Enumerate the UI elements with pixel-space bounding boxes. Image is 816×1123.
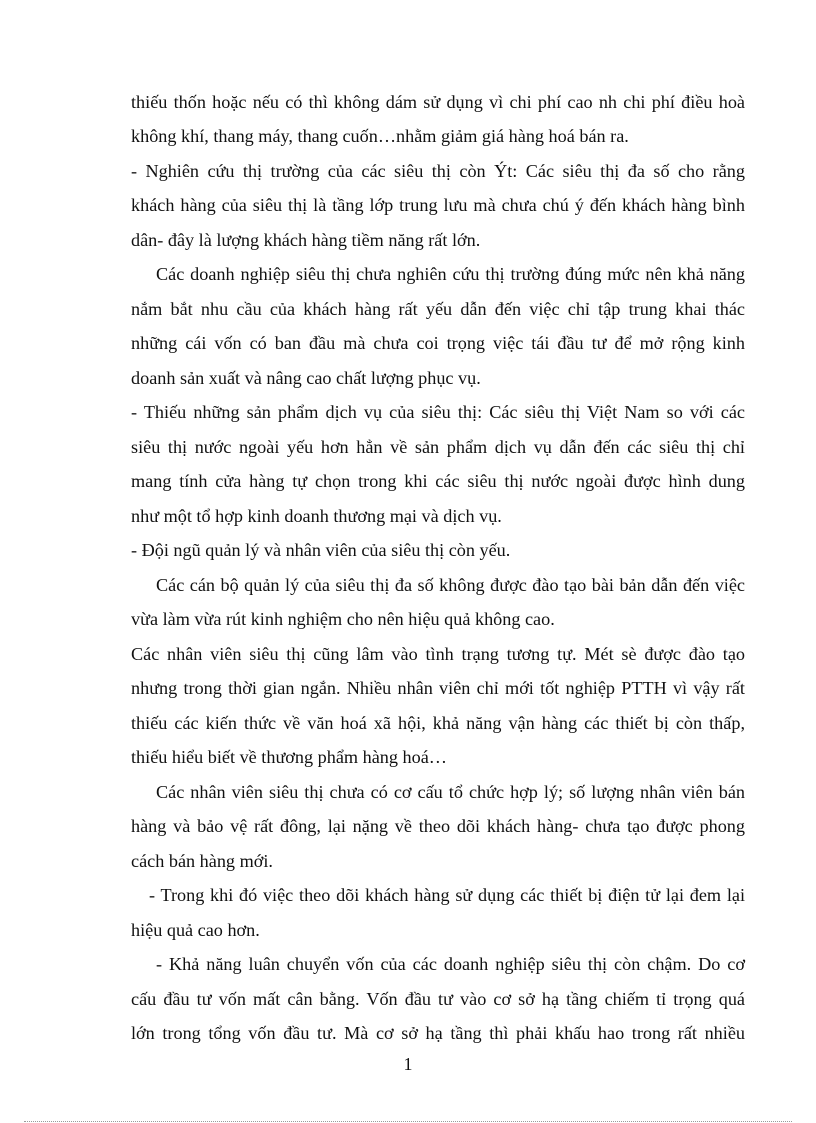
text-line: như một tổ hợp kinh doanh thương mại và dịch vụ.: [131, 506, 502, 526]
text-line: cách bán hàng mới.: [131, 851, 273, 871]
text-line: thiếu các kiến thức về văn hoá xã hội, khả năng vận hàng các thiết bị còn thấp,: [131, 713, 745, 733]
text-line: - Khả năng luân chuyển vốn của các doanh nghiệp siêu thị còn chậm. Do cơ: [156, 954, 745, 974]
text-line: hiệu quả cao hơn.: [131, 920, 260, 940]
text-line: thiếu hiểu biết về thương phẩm hàng hoá…: [131, 747, 447, 767]
text-line: - Đội ngũ quản lý và nhân viên của siêu thị còn yếu.: [131, 540, 511, 560]
text-line: nhưng trong thời gian ngắn. Nhiều nhân viên chỉ mới tốt nghiệp PTTH vì vậy rất: [131, 678, 745, 698]
text-line: khách hàng của siêu thị là tầng lớp trung lưu mà chưa chú ý đến khách hàng bình: [131, 195, 745, 215]
text-line: cấu đầu tư vốn mất cân bằng. Vốn đầu tư vào cơ sở hạ tầng chiếm tỉ trọng quá: [131, 989, 745, 1009]
text-line: thiếu thốn hoặc nếu có thì không dám sử dụng vì chi phí cao nh chi phí điều hoà: [131, 92, 745, 112]
text-line: siêu thị nước ngoài yếu hơn hẳn về sản phẩm dịch vụ dẫn đến các siêu thị chỉ: [131, 437, 745, 457]
text-line: nắm bắt nhu cầu của khách hàng rất yếu dẫn đến việc chỉ tập trung khai thác: [131, 299, 745, 319]
text-line: Các nhân viên siêu thị cũng lâm vào tình trạng tương tự. Mét sè được đào tạo: [131, 644, 745, 664]
text-line: lớn trong tổng vốn đầu tư. Mà cơ sở hạ tầng thì phải khấu hao trong rất nhiều: [131, 1023, 745, 1043]
page-number: 1: [403, 1054, 413, 1074]
text-line: doanh sản xuất và nâng cao chất lượng phục vụ.: [131, 368, 481, 388]
text-line: những cái vốn có ban đầu mà chưa coi trọng việc tái đầu tư để mở rộng kinh: [131, 333, 745, 353]
text-line: mang tính cửa hàng tự chọn trong khi các siêu thị nước ngoài được hình dung: [131, 471, 745, 491]
text-line: Các doanh nghiệp siêu thị chưa nghiên cứu thị trường đúng mức nên khả năng: [156, 264, 745, 284]
text-line: hàng và bảo vệ rất đông, lại nặng về theo dõi khách hàng- chưa tạo được phong: [131, 816, 745, 836]
text-line: vừa làm vừa rút kinh nghiệm cho nên hiệu quả không cao.: [131, 609, 555, 629]
text-line: Các cán bộ quản lý của siêu thị đa số không được đào tạo bài bản dẫn đến việc: [156, 575, 745, 595]
page-footer-divider: [24, 1121, 792, 1122]
text-line: - Nghiên cứu thị trường của các siêu thị còn Ýt: Các siêu thị đa số cho rằng: [131, 161, 745, 181]
text-line: - Trong khi đó việc theo dõi khách hàng sử dụng các thiết bị điện tử lại đem lại: [149, 885, 745, 905]
text-line: không khí, thang máy, thang cuốn…nhằm giảm giá hàng hoá bán ra.: [131, 126, 629, 146]
text-line: Các nhân viên siêu thị chưa có cơ cấu tổ chức hợp lý; số lượng nhân viên bán: [156, 782, 745, 802]
text-line: dân- đây là lượng khách hàng tiềm năng rất lớn.: [131, 230, 481, 250]
text-line: - Thiếu những sản phẩm dịch vụ của siêu thị: Các siêu thị Việt Nam so với các: [131, 402, 745, 422]
